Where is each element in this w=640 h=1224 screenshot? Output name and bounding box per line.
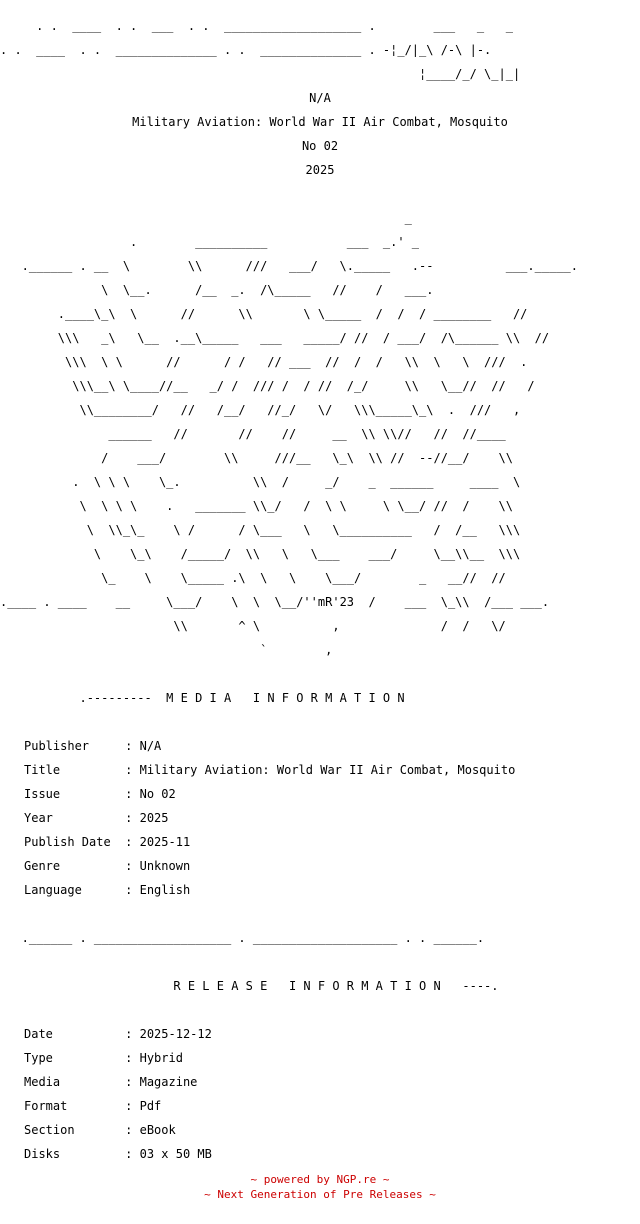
media-info-row: Genre : Unknown bbox=[24, 859, 191, 873]
media-info-row: Publisher : N/A bbox=[24, 739, 162, 753]
banner-rule-2: . . ____ . . ______________ . . ______________ . -¦_/|_\ /-\ |-. bbox=[0, 43, 492, 57]
media-info-heading: .--------- M E D I A I N F O R M A T I O N bbox=[0, 691, 405, 705]
header-title: N/A bbox=[309, 91, 331, 105]
release-info-row: Format : Pdf bbox=[24, 1099, 162, 1113]
nfo-document: . . ____ . . ___ . . ___________________ . ___ _ _ . . ____ . . ______________ . . ______________ . -¦_/|_\ /-\ |-. ¦____/_/ \_|_| N/A Military Aviation: World War II Air Combat, Mosquito No 02 2025 _ . __________ ___ _.' _ .______ . __ \ \\ /// ___/ \._____ .-- ___._____. \ \__. /__ _. /\_____ // / ___. .____\_\ \ // \\ \ \_____ / / / ________ // \\\ _\ \__ .__\_____ ___ _____/ // / ___/ /\______ \\ // \\\ \ \ // / / // ___ // / / \\ \ \ /// . \\\__\ \____//__ _/ / /// / / // /_/ \\ \__// // / \\________/ // /__/ //_/ \/ \\\_____\_\ . /// , ______ // // // __ \\ \\// // //____ / ___/ \\ ///__ \_\ \\ // --//__/ \\ . \ \ \ \_. \\ / _/ _ ______ ____ \ \ \ \ \ . _______ \\_/ / \ \ \ \__/ // / \\ \ \\_\_ \ / / \___ \ \__________ / /__ \\\ \ \_\ /_____/ \\ \ \___ ___/ \__\\__ \\\ \_ \ \_____ .\ \ \ \___/ _ __// // .____ . ____ __ \___/ \ \ \__/''mR'23 / ___ \_\\ /___ ___. \\ ^ \ , / / \/ ` , .--------- M E D I A I N F O R M A T I O N Publisher : N/A Title : Military Aviation: World War II Air Combat, Mosquito Issue : No 02 Year : 2025 Publish Date : 2025-11 Genre : Unknown Language : English .______ . ___________________ . ____________________ . . ______. R E L E A S E I N F O R M A T I O N ----. Date : 2025-12-12 Type : Hybrid Media : Magazine Format : Pdf Section : eBook Disks : 03 x 50 MB bbox=[0, 0, 640, 1178]
media-info-row: Issue : No 02 bbox=[24, 787, 176, 801]
header-year: 2025 bbox=[305, 163, 335, 177]
banner-rule-3: ¦____/_/ \_|_| bbox=[0, 67, 521, 81]
media-info-row: Title : Military Aviation: World War II Air Combat, Mosquito bbox=[24, 763, 516, 777]
header-issue: No 02 bbox=[301, 139, 339, 153]
header-subtitle: Military Aviation: World War II Air Combat, Mosquito bbox=[132, 115, 508, 129]
artist-tag: 'mR'23 bbox=[310, 595, 355, 609]
release-info-row: Type : Hybrid bbox=[24, 1051, 183, 1065]
release-info-row: Section : eBook bbox=[24, 1123, 176, 1137]
footer-tagline: ~ Next Generation of Pre Releases ~ bbox=[204, 1188, 436, 1201]
powered-by-link[interactable]: ~ powered by NGP.re ~ bbox=[250, 1173, 390, 1186]
media-info-row: Publish Date : 2025-11 bbox=[24, 835, 191, 849]
media-info-row: Language : English bbox=[24, 883, 191, 897]
logo-art: _ bbox=[0, 211, 412, 225]
footer bbox=[0, 1172, 640, 1202]
divider: .______ . ___________________ . ____________________ . . ______. bbox=[0, 931, 485, 945]
release-info-heading: R E L E A S E I N F O R M A T I O N ----. bbox=[173, 979, 499, 993]
banner-rule-1: . . ____ . . ___ . . ___________________ . ___ _ _ bbox=[0, 19, 513, 33]
release-info-row: Disks : 03 x 50 MB bbox=[24, 1147, 212, 1161]
release-info-row: Media : Magazine bbox=[24, 1075, 198, 1089]
release-info-row: Date : 2025-12-12 bbox=[24, 1027, 212, 1041]
media-info-row: Year : 2025 bbox=[24, 811, 169, 825]
